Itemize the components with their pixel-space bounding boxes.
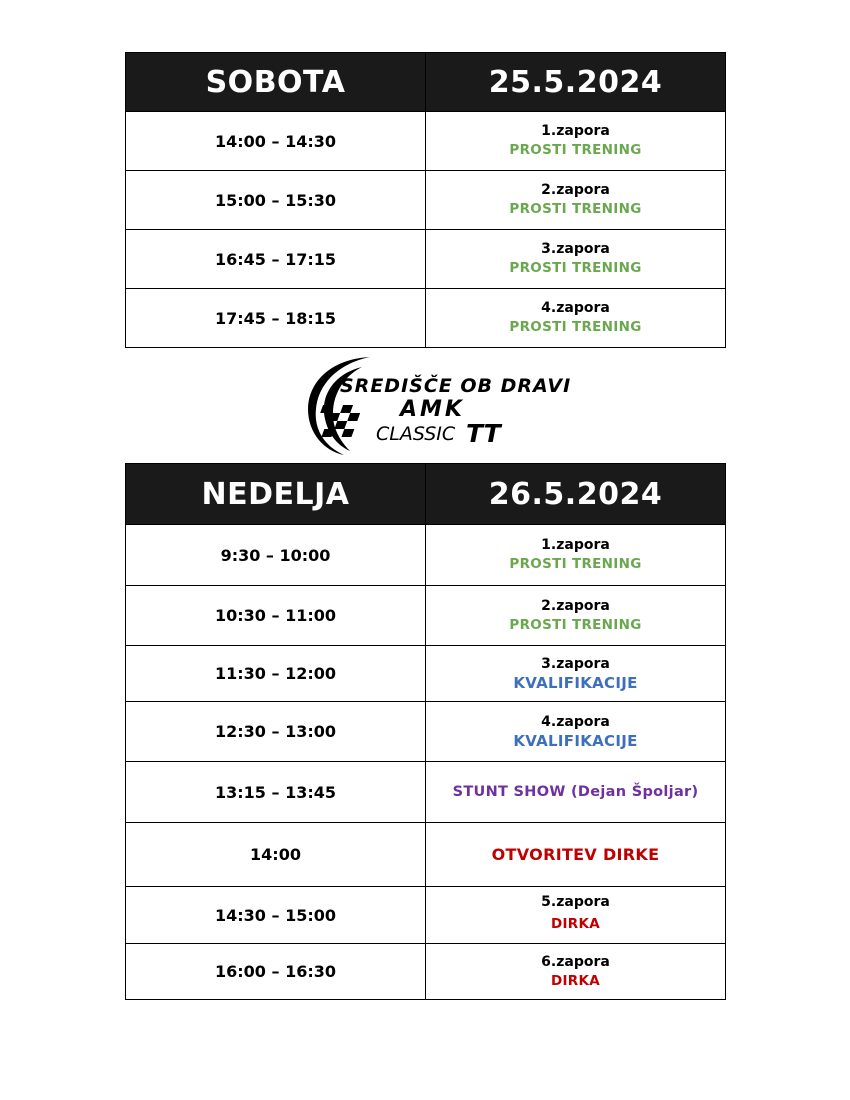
session-number: 3.zapora xyxy=(541,655,610,672)
session-label: PROSTI TRENING xyxy=(509,556,642,572)
time-cell: 11:30 – 12:00 xyxy=(126,646,426,702)
table-row xyxy=(126,887,726,944)
time-cell: 14:30 – 15:00 xyxy=(126,887,426,944)
time-cell: 13:15 – 13:45 xyxy=(126,762,426,823)
time-cell: 14:00 – 14:30 xyxy=(126,112,426,171)
time-cell: 15:00 – 15:30 xyxy=(126,171,426,230)
session-label: STUNT SHOW (Dejan Špoljar) xyxy=(452,784,699,800)
logo-line-tt: TT xyxy=(466,419,501,448)
table-row xyxy=(126,646,726,702)
time-cell: 14:00 xyxy=(126,823,426,887)
logo-line-club: AMK xyxy=(400,397,465,422)
table-header-row xyxy=(126,464,726,525)
session-label: PROSTI TRENING xyxy=(509,201,642,217)
time-cell: 12:30 – 13:00 xyxy=(126,702,426,762)
session-number: 1.zapora xyxy=(541,537,610,553)
table-row xyxy=(126,823,726,887)
date-heading: 25.5.2024 xyxy=(426,53,726,112)
time-cell: 17:45 – 18:15 xyxy=(126,289,426,348)
table-row xyxy=(126,289,726,348)
time-cell: 9:30 – 10:00 xyxy=(126,525,426,586)
time-cell: 16:45 – 17:15 xyxy=(126,230,426,289)
event-cell xyxy=(426,171,726,230)
table-row xyxy=(126,112,726,171)
event-cell xyxy=(426,525,726,586)
session-number: 2.zapora xyxy=(541,182,610,198)
session-label: KVALIFIKACIJE xyxy=(513,731,638,750)
date-heading: 26.5.2024 xyxy=(426,464,726,525)
session-number: 1.zapora xyxy=(541,123,610,139)
session-label: PROSTI TRENING xyxy=(509,142,642,158)
table-header-row xyxy=(126,53,726,112)
table-row xyxy=(126,944,726,1000)
table-row xyxy=(126,230,726,289)
session-number: 4.zapora xyxy=(541,300,610,316)
day-heading: NEDELJA xyxy=(126,464,426,525)
sunday-schedule-table xyxy=(125,463,726,1000)
event-cell xyxy=(426,289,726,348)
session-label: PROSTI TRENING xyxy=(509,616,642,633)
session-label: KVALIFIKACIJE xyxy=(513,673,638,692)
table-row xyxy=(126,525,726,586)
amk-classic-tt-logo xyxy=(300,353,572,457)
saturday-schedule-table xyxy=(125,52,726,348)
event-cell xyxy=(426,112,726,171)
event-cell xyxy=(426,230,726,289)
table-row xyxy=(126,702,726,762)
session-number: 5.zapora xyxy=(541,894,610,910)
event-cell xyxy=(426,762,726,823)
event-cell xyxy=(426,944,726,1000)
table-row xyxy=(126,586,726,646)
event-cell xyxy=(426,823,726,887)
session-label: OTVORITEV DIRKE xyxy=(491,844,660,864)
session-label: PROSTI TRENING xyxy=(509,260,642,276)
day-heading: SOBOTA xyxy=(126,53,426,112)
time-cell: 16:00 – 16:30 xyxy=(126,944,426,1000)
event-cell xyxy=(426,646,726,702)
session-number: 2.zapora xyxy=(541,597,610,614)
session-label: DIRKA xyxy=(550,916,601,932)
table-row xyxy=(126,762,726,823)
event-cell xyxy=(426,887,726,944)
session-number: 4.zapora xyxy=(541,713,610,730)
session-label: PROSTI TRENING xyxy=(509,319,642,335)
session-number: 3.zapora xyxy=(541,241,610,257)
event-cell xyxy=(426,586,726,646)
logo-line-classic: CLASSIC xyxy=(376,423,456,445)
table-row xyxy=(126,171,726,230)
event-cell xyxy=(426,702,726,762)
logo-line-location: SREDIŠČE OB DRAVI xyxy=(340,375,572,397)
session-number: 6.zapora xyxy=(541,953,610,970)
session-label: DIRKA xyxy=(550,972,601,989)
time-cell: 10:30 – 11:00 xyxy=(126,586,426,646)
